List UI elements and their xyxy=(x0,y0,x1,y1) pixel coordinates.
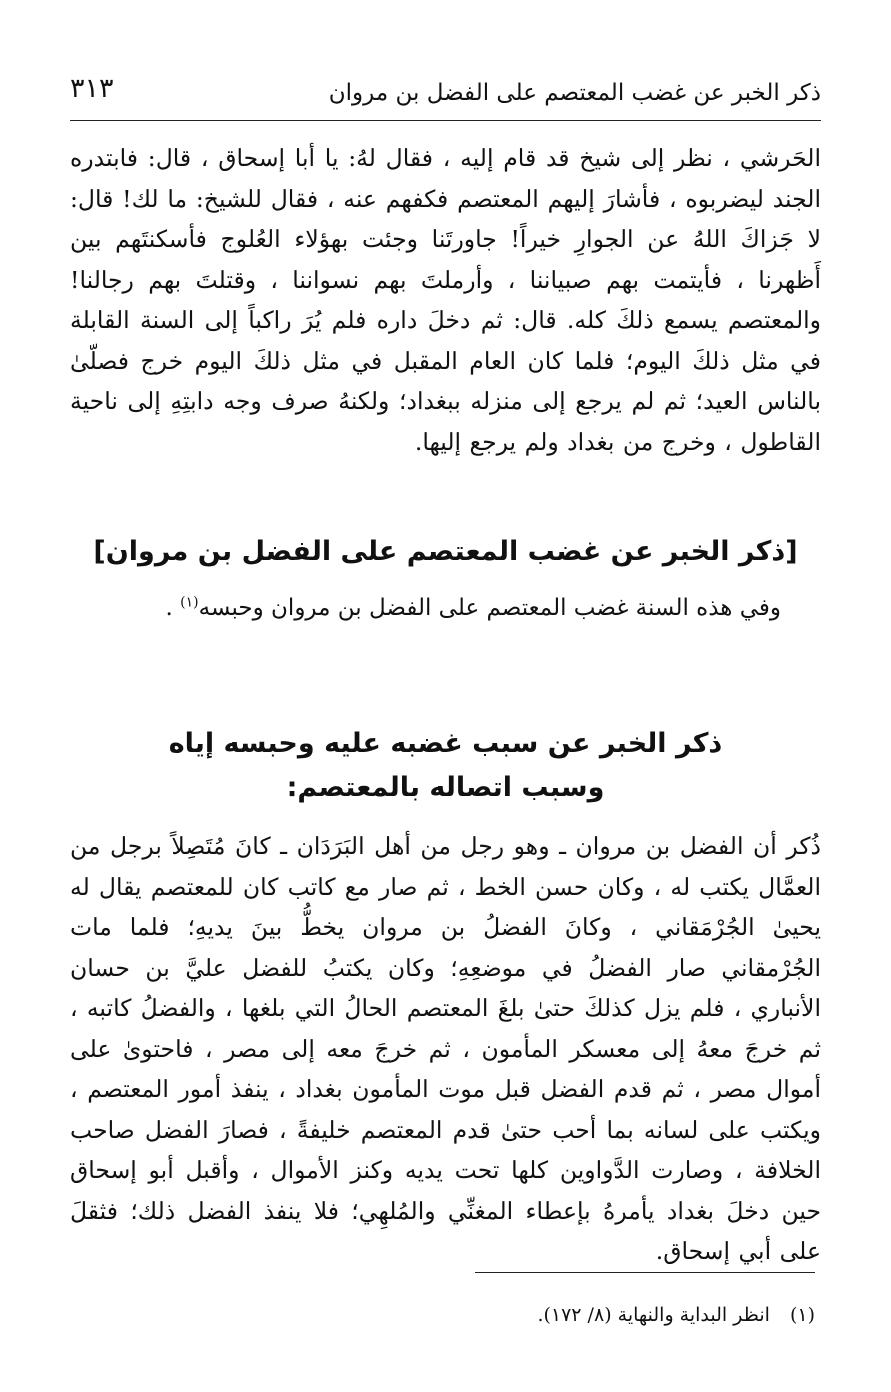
footnote-divider xyxy=(475,1272,815,1273)
end-punctuation: . xyxy=(165,595,173,621)
section-heading-two xyxy=(70,722,821,810)
running-header xyxy=(70,70,821,121)
section-text: وفي هذه السنة غضب المعتصم على الفضل بن مروان وحبسه xyxy=(198,595,781,621)
running-title: ذكر الخبر عن غضب المعتصم على الفضل بن مروان xyxy=(328,80,821,106)
body-paragraph: الحَرشي ، نظر إلى شيخ قد قام إليه ، فقال لهُ: يا أبا إسحاق ، قال: فابتدره الجند ليضربوه ، فأشارَ إليهم المعتصم فكفهم عنه ، فقال للشيخ: ما لك! قال: لا جَزاكَ اللهُ عن الجوارِ خيراً! جاورتَنا وجئت بهؤلاء العُلوج فأسكنتَهم بين أَظهرنا ، فأيتمت بهم صبياننا ، وأرملتَ بهم نسواننا ، وقتلتَ بهم رجالنا! والمعتصم يسمع ذلكَ كله. قال: ثم دخلَ داره فلم يُرَ راكباً إلى السنة القابلة في مثل ذلكَ اليوم؛ فلما كان العام المقبل في مثل ذلكَ اليوم خرج فصلّىٰ بالناس العيد؛ ثم لم يرجع إلى منزله ببغداد؛ ولكنهُ صرف وجه دابتِهِ إلى ناحية القاطول ، وخرج من بغداد ولم يرجع إليها. xyxy=(70,144,821,456)
footnote-reference[interactable]: (١) xyxy=(180,594,199,611)
section-heading: [ذكر الخبر عن غضب المعتصم على الفضل بن مروان] xyxy=(93,536,798,567)
footnote-number: (١) xyxy=(789,1304,815,1326)
footnote xyxy=(70,1300,815,1330)
section-paragraph xyxy=(70,588,781,628)
body-paragraph-two: ذُكر أن الفضل بن مروان ـ وهو رجل من أهل البَرَدَان ـ كانَ مُتَصِلاً برجل من العمَّال يكتب له ، وكان حسن الخط ، ثم صار مع كاتب كان للمعتصم يقال له يحيىٰ الجُرْمَقاني ، وكانَ الفضلُ بن مروان يخطُّ بينَ يديهِ؛ فلما مات الجُرْمقاني صار الفضلُ في موضعِهِ؛ وكان يكتبُ للفضل عليَّ بن حسان الأنباري ، فلم يزل كذلكَ حتىٰ بلغَ المعتصم الحالُ التي بلغها ، والفضلُ كاتبه ، ثم خرجَ معهُ إلى معسكر المأمون ، ثم خرجَ معه إلى مصر ، فاحتوىٰ على أموال مصر ، ثم قدم الفضل قبل موت المأمون بغداد ، ينفذ أمور المعتصم ، ويكتب على لسانه بما أحب حتىٰ قدم المعتصم خليفةً ، فصارَ الفضل صاحب الخلافة ، وصارت الدَّواوين كلها تحت يديه وكنز الأموال ، وأقبل أبو إسحاق حين دخلَ بغداد يأمرهُ بإعطاء المغنِّي والمُلهِي؛ فلا ينفذ الفضل ذلك؛ فثقلَ على أبي إسحاق. xyxy=(70,832,821,1265)
heading-line-one: ذكر الخبر عن سبب غضبه عليه وحبسه إياه xyxy=(168,728,723,759)
page-number: ٣١٣ xyxy=(70,73,114,104)
footnote-text: انظر البداية والنهاية (٨/ ١٧٢). xyxy=(537,1304,770,1326)
heading-line-two: وسبب اتصاله بالمعتصم: xyxy=(286,772,605,803)
